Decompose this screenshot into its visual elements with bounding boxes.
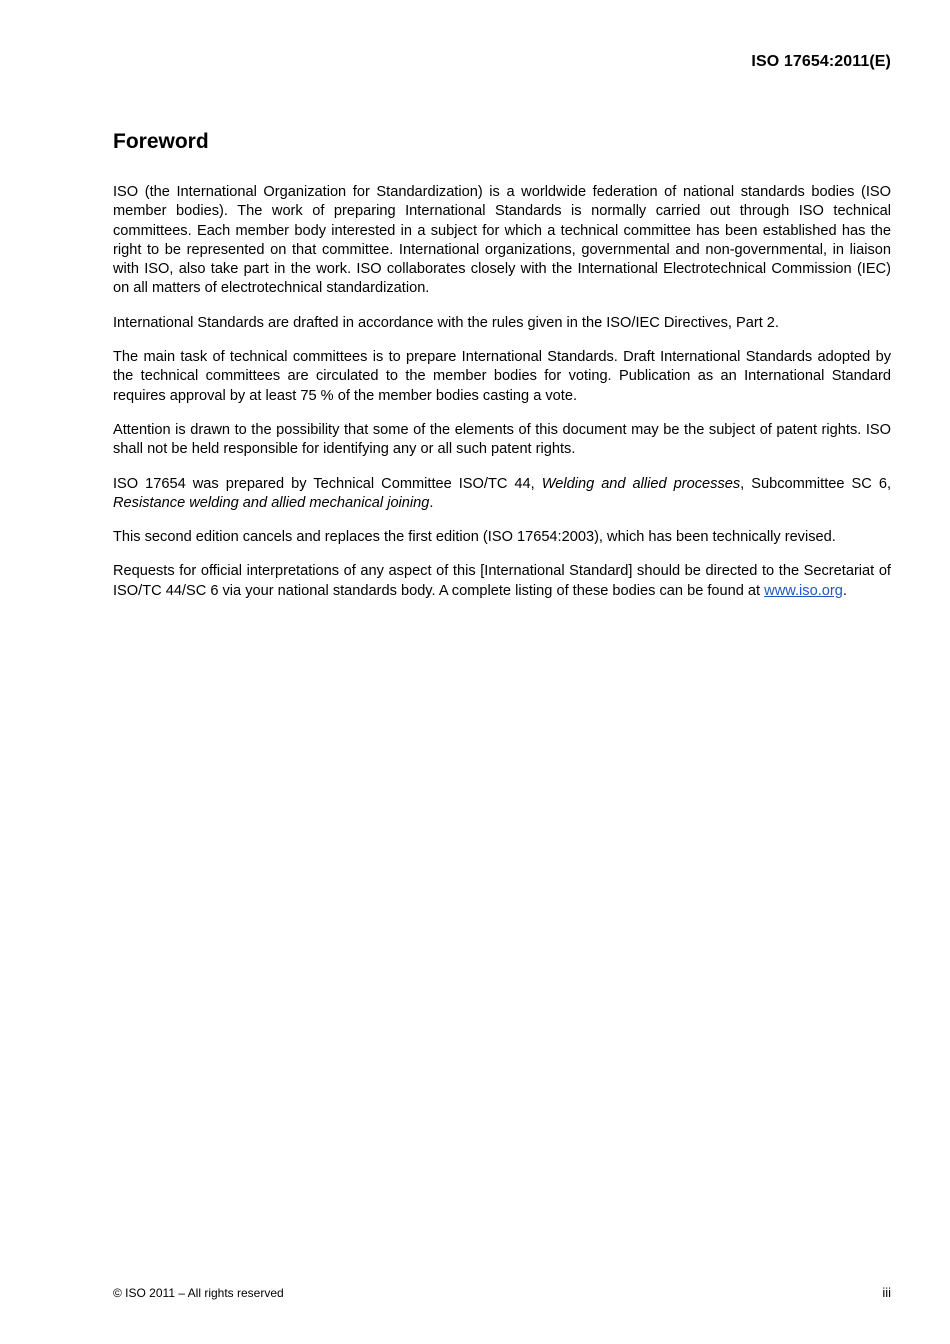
paragraph-edition: This second edition cancels and replaces the first edition (ISO 17654:2003), which has been technically revised. <box>113 529 836 546</box>
paragraph-interpretations <box>113 562 891 601</box>
page-title: Foreword <box>113 130 209 153</box>
paragraph-patent-rights: Attention is drawn to the possibility that some of the elements of this document may be the subject of patent rights. ISO shall not be held responsible for identifying any or all such patent rights. <box>113 421 891 458</box>
interpretations-text: Requests for official interpretations of any aspect of this [International Standard] should be directed to the Secretariat of ISO/TC 44/SC 6 via your national standards body. A complete listing of these bodies can be found at <box>113 563 891 599</box>
subcommittee-title: Resistance welding and allied mechanical joining <box>113 494 430 511</box>
paragraph-iso-intro: ISO (the International Organization for Standardization) is a worldwide federation of national standards bodies (ISO member bodies). The work of preparing International Standards is normally carried out through ISO technical committees. Each member body interested in a subject for which a technical committee has been established has the right to be represented on that committee. International organizations, governmental and non-governmental, in liaison with ISO, also take part in the work. ISO collaborates closely with the International Electrotechnical Commission (IEC) on all matters of electrotechnical standardization. <box>113 184 891 297</box>
interpretations-end: . <box>842 582 847 599</box>
document-id-header: ISO 17654:2011(E) <box>751 53 891 70</box>
subcommittee-text: , Subcommittee SC 6, <box>740 475 891 492</box>
page-number: iii <box>882 1285 891 1300</box>
foreword-body <box>113 183 891 616</box>
prepared-by-end: . <box>429 494 434 511</box>
iso-website-link[interactable]: www.iso.org <box>764 582 843 599</box>
paragraph-prepared-by <box>113 475 891 514</box>
copyright-footer: © ISO 2011 – All rights reserved <box>113 1286 284 1300</box>
paragraph-directives: International Standards are drafted in accordance with the rules given in the ISO/IEC Directives, Part 2. <box>113 314 779 331</box>
prepared-by-text: ISO 17654 was prepared by Technical Committee ISO/TC 44, <box>113 475 542 492</box>
paragraph-main-task: The main task of technical committees is to prepare International Standards. Draft International Standards adopted by the technical committees are circulated to the member bodies for voting. Publication as an International Standard requires approval by at least 75 % of the member bodies casting a vote. <box>113 349 891 404</box>
committee-title: Welding and allied processes <box>541 475 741 492</box>
